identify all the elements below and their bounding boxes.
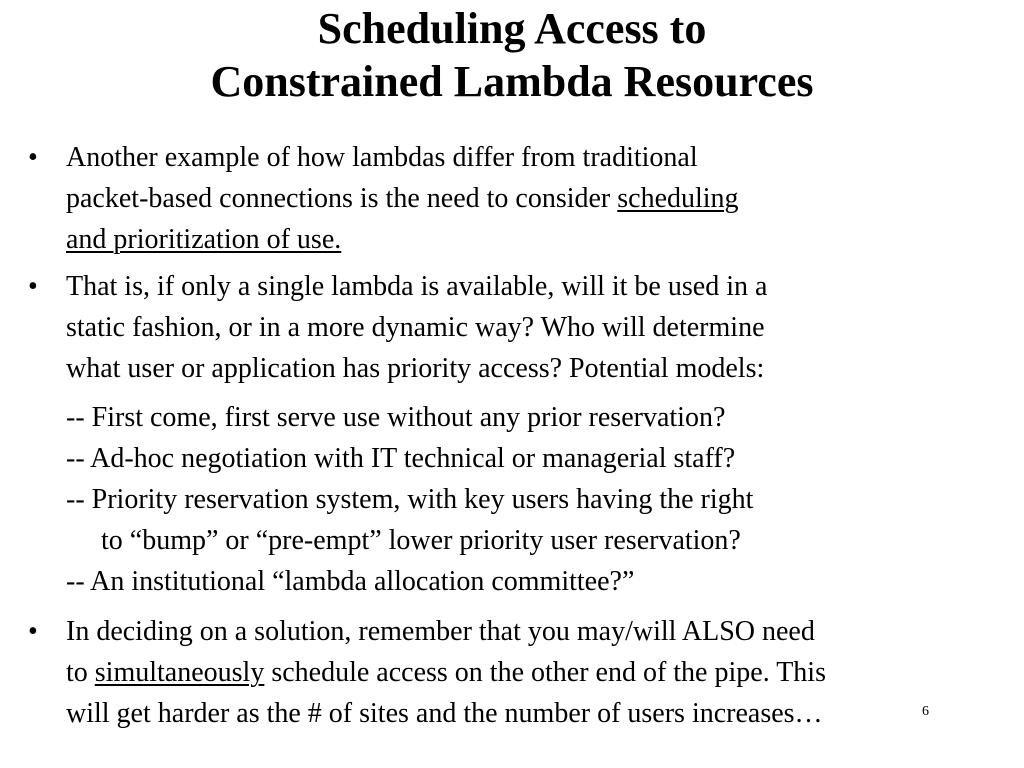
text-segment: packet-based connections is the need to consider bbox=[66, 183, 618, 214]
bullet-line: In deciding on a solution, remember that you may/will ALSO need bbox=[66, 616, 815, 647]
bullet-line: will get harder as the # of sites and the number of users increases… bbox=[66, 698, 823, 729]
underlined-text: scheduling bbox=[617, 183, 739, 214]
bullet-text bbox=[66, 137, 1006, 260]
bullet-line bbox=[66, 178, 1006, 219]
bullet-single-lambda bbox=[28, 266, 1008, 389]
bullet-marker: • bbox=[28, 142, 38, 173]
bullet-marker: • bbox=[28, 616, 38, 647]
bullet-line bbox=[66, 652, 1006, 693]
bullet-text bbox=[66, 611, 1006, 734]
model-item: -- Priority reservation system, with key users having the right bbox=[66, 484, 754, 515]
bullet-line: That is, if only a single lambda is available, will it be used in a bbox=[66, 271, 768, 302]
bullet-line: what user or application has priority access? Potential models: bbox=[66, 353, 765, 384]
text-segment: to bbox=[66, 657, 95, 688]
slide-title bbox=[0, 2, 1024, 108]
bullet-scheduling bbox=[28, 137, 1008, 260]
slide-title-line-1: Scheduling Access to bbox=[317, 4, 707, 53]
model-item: -- First come, first serve use without any prior reservation? bbox=[66, 402, 726, 433]
bullet-line bbox=[66, 219, 1006, 260]
underlined-text: and prioritization of use. bbox=[66, 224, 342, 255]
bullet-line: Another example of how lambdas differ from traditional bbox=[66, 142, 698, 173]
bullet-line: static fashion, or in a more dynamic way? Who will determine bbox=[66, 312, 765, 343]
page-number: 6 bbox=[922, 704, 929, 719]
slide-title-line-2: Constrained Lambda Resources bbox=[210, 57, 814, 106]
model-item-continuation: to “bump” or “pre-empt” lower priority user reservation? bbox=[101, 525, 741, 556]
text-segment: schedule access on the other end of the pipe. This bbox=[264, 657, 826, 688]
bullet-marker: • bbox=[28, 271, 38, 302]
bullet-simultaneous-scheduling bbox=[28, 611, 1008, 734]
model-item: -- An institutional “lambda allocation committee?” bbox=[66, 566, 635, 597]
model-item: -- Ad-hoc negotiation with IT technical or managerial staff? bbox=[66, 443, 736, 474]
bullet-text bbox=[66, 266, 1006, 389]
underlined-text: simultaneously bbox=[94, 657, 265, 688]
potential-models-list bbox=[66, 397, 1006, 602]
